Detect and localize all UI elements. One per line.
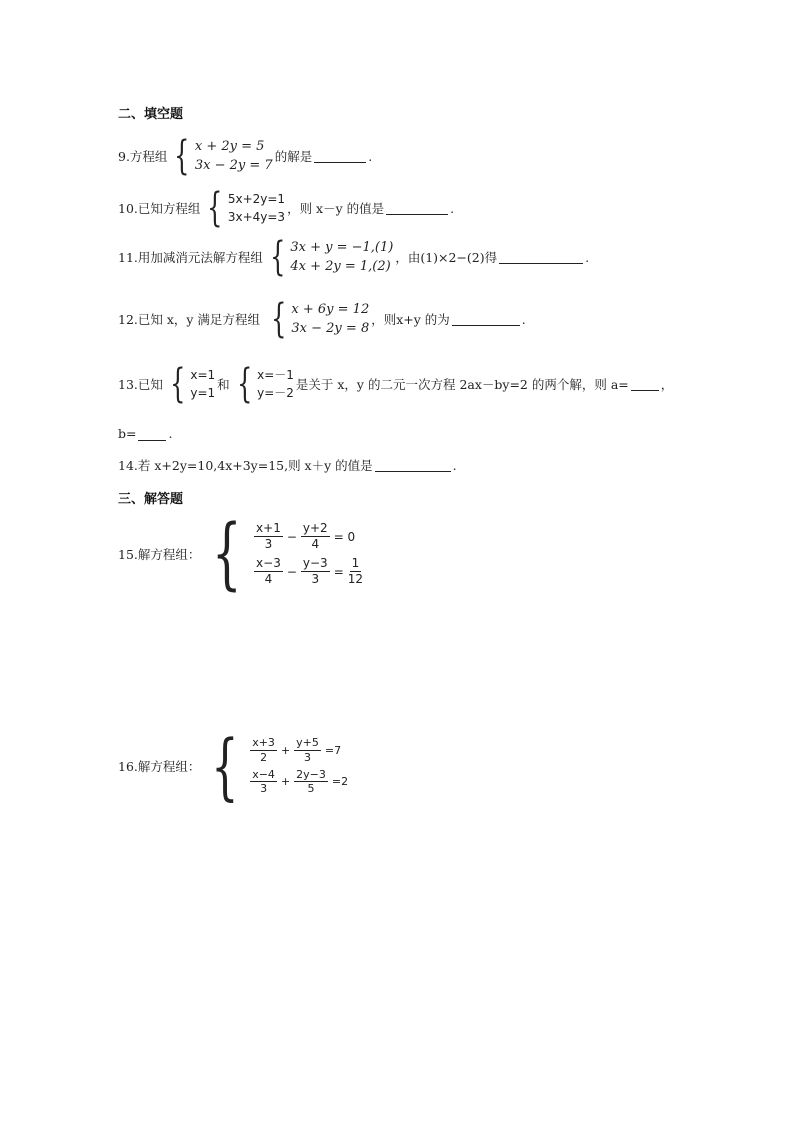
q15-row1: $\frac{x+1}{3}$ − $\frac{y+2}{4}$ = 0 (256, 521, 356, 551)
q13-answer-blank-b[interactable] (138, 427, 166, 441)
q11-eq1: 3x + y = −1,(1) (290, 239, 394, 255)
q9-end: . (368, 148, 373, 164)
q13-line2-label: b= (118, 426, 137, 441)
q12-equation-system (266, 296, 370, 342)
question-13-line2 (118, 426, 172, 441)
q10-end: . (450, 200, 455, 216)
q13-s2-eq2: y=－2 (257, 386, 294, 400)
question-10 (118, 185, 455, 231)
question-14 (118, 456, 457, 474)
q10-equation-system (202, 185, 286, 231)
q10-eq1: 5x+2y=1 (227, 192, 286, 206)
q11-suffix: ，由(1)×2−(2)得 (395, 250, 498, 265)
question-9 (118, 133, 373, 179)
q12-end: . (521, 311, 526, 327)
q11-prefix: 11.用加减消元法解方程组 (118, 250, 263, 265)
q10-answer-blank[interactable] (386, 201, 448, 215)
q13-s1-eq1: x=1 (190, 368, 216, 382)
q10-prefix: 10.已知方程组 (118, 201, 201, 216)
section-title-fill-in: 二、填空题 (118, 107, 184, 122)
q16-equation-system (202, 724, 350, 808)
q13-answer-blank-a[interactable] (631, 377, 659, 391)
q9-prefix: 9.方程组 (118, 149, 168, 164)
q9-brace: { (174, 133, 190, 179)
q15-row2: $\frac{x-3}{4}$ − $\frac{y-3}{3}$ = $\frac{1}{12}$ (256, 556, 364, 586)
q13-solution-2 (232, 361, 294, 407)
q11-eq2: 4x + 2y = 1,(2) (290, 259, 391, 274)
q13-solution-1 (165, 361, 216, 407)
q11-answer-blank[interactable] (499, 250, 583, 264)
q16-row1: $\frac{x+3}{2}$ + $\frac{y+5}{3}$ =7 (252, 736, 342, 764)
q9-answer-blank[interactable] (314, 149, 366, 163)
q11-equation-system (265, 234, 394, 280)
question-13 (118, 361, 674, 407)
q9-equation-system (169, 133, 273, 179)
question-16 (118, 724, 352, 808)
q15-brace: { (212, 509, 243, 599)
q10-suffix: ，则 x－y 的值是 (287, 201, 385, 216)
q10-eq2: 3x+4y=3 (227, 210, 286, 224)
q10-brace: { (207, 185, 223, 231)
q12-eq1: x + 6y = 12 (291, 301, 370, 317)
q13-s1-eq2: y=1 (190, 386, 216, 400)
q16-prefix: 16.解方程组： (118, 759, 201, 774)
q12-answer-blank[interactable] (452, 312, 520, 326)
q11-end: . (585, 249, 590, 265)
q14-end: . (452, 457, 457, 473)
q9-eq1: x + 2y = 5 (194, 138, 265, 154)
q14-answer-blank[interactable] (375, 458, 451, 472)
q13-end: ， (660, 377, 674, 392)
q9-suffix: 的解是 (274, 149, 313, 164)
q13-line2-end: . (168, 426, 173, 441)
q13-brace-2: { (236, 361, 253, 407)
q14-text: 14.若 x+2y=10,4x+3y=15,则 x＋y 的值是 (118, 458, 373, 473)
q12-suffix: ，则x+y 的为 (371, 312, 450, 327)
q12-brace: { (271, 296, 287, 342)
q12-prefix: 12.已知 x，y 满足方程组 (118, 312, 260, 327)
q9-eq2: 3x − 2y = 7 (194, 158, 273, 173)
q13-brace-1: { (169, 361, 186, 407)
q15-equation-system (202, 509, 365, 599)
q16-row2: $\frac{x-4}{3}$ + $\frac{2y-3}{5}$ =2 (252, 767, 349, 796)
question-11 (118, 234, 590, 280)
q13-mid: 和 (217, 377, 230, 392)
q16-brace: { (211, 724, 240, 808)
q13-suffix: 是关于 x，y 的二元一次方程 2ax－by=2 的两个解，则 a= (295, 377, 629, 392)
q12-eq2: 3x − 2y = 8 (291, 321, 370, 336)
section-title-solve: 三、解答题 (118, 492, 184, 507)
q13-s2-eq1: x=－1 (257, 368, 294, 382)
q15-prefix: 15.解方程组： (118, 547, 201, 562)
q11-brace: { (269, 234, 286, 280)
q13-prefix: 13.已知 (118, 377, 163, 392)
question-12 (118, 296, 526, 342)
question-15 (118, 509, 367, 599)
